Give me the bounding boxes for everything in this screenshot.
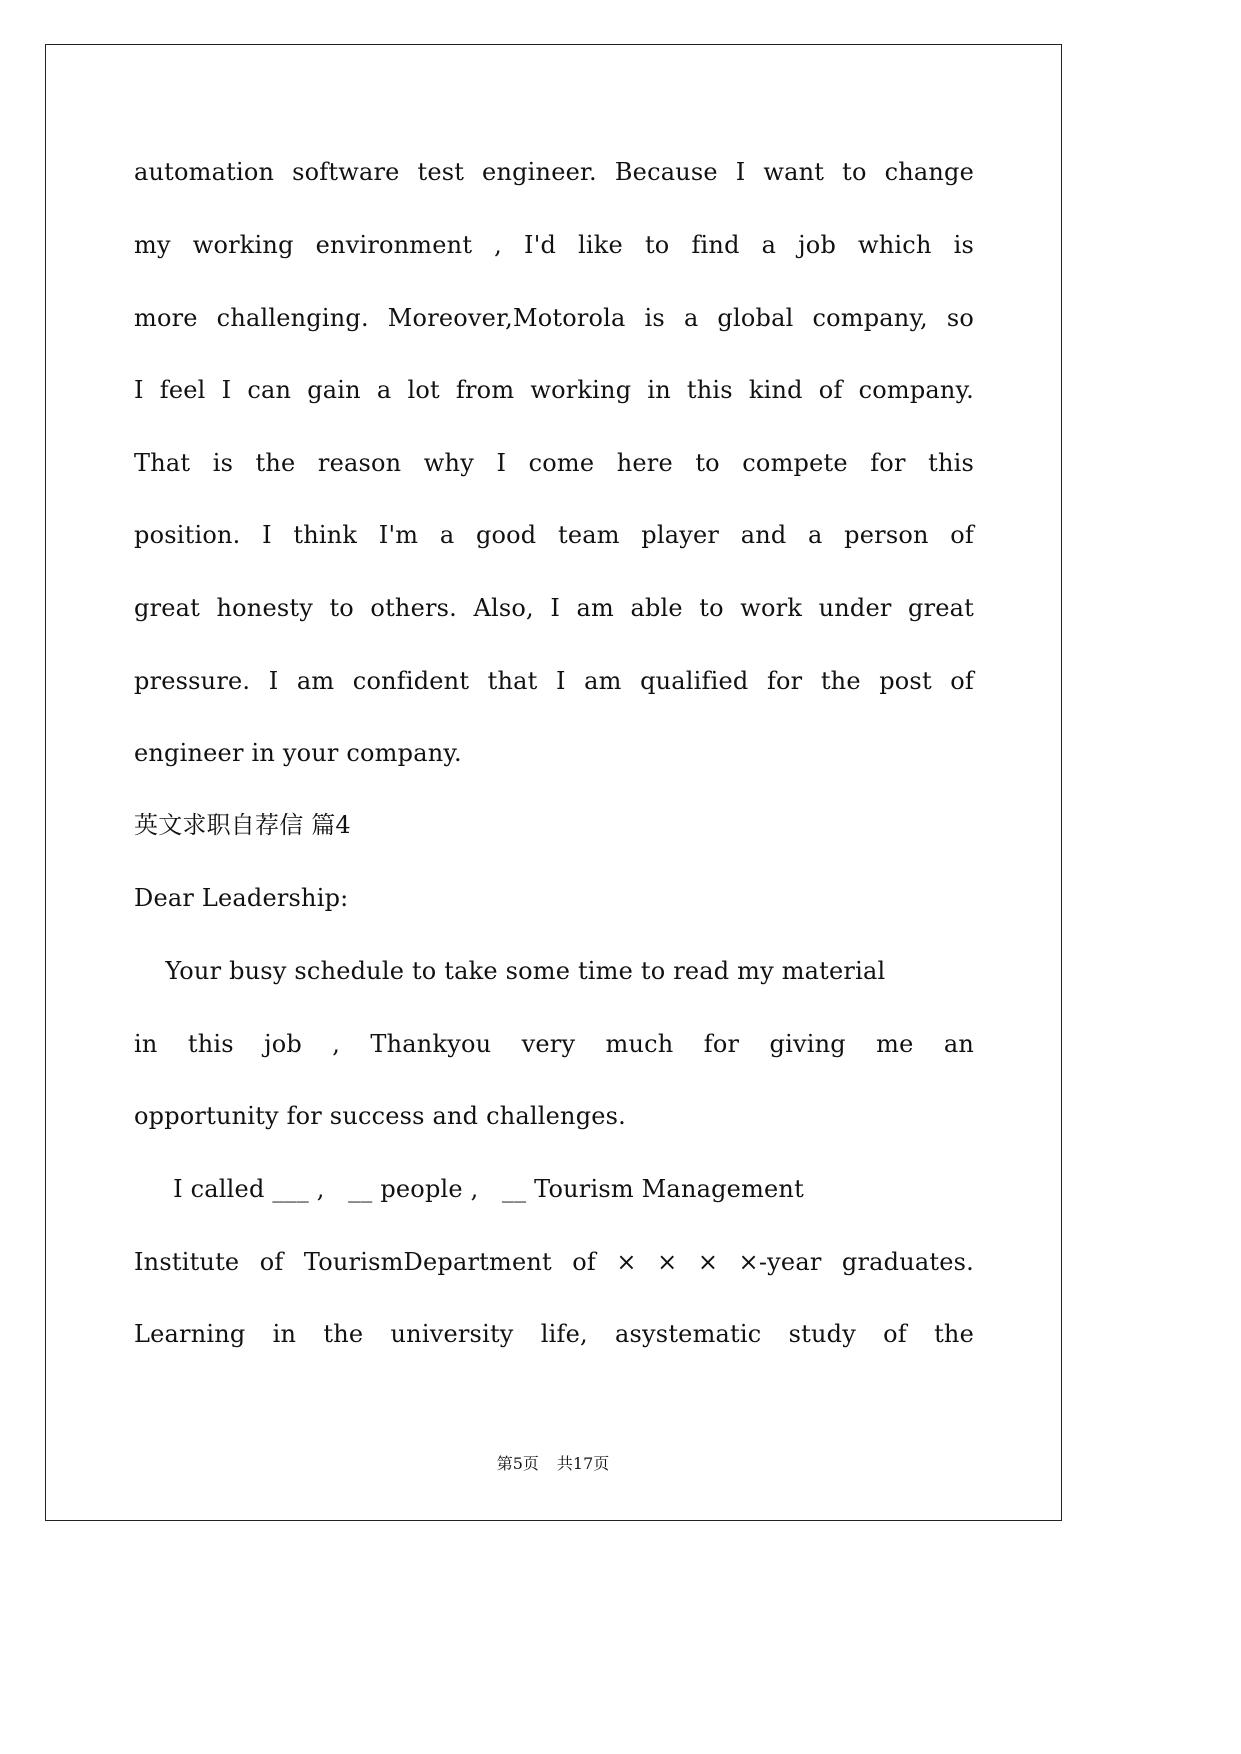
- text-line: my working environment , I'd like to find a job which is: [134, 231, 974, 259]
- text-line: Your busy schedule to take some time to read my material: [134, 957, 886, 985]
- text-line: automation software test engineer. Because I want to change: [134, 158, 974, 186]
- text-line: in this job , Thankyou very much for giving me an: [134, 1030, 974, 1058]
- text-line: Learning in the university life, asystematic study of the: [134, 1320, 974, 1348]
- page-border: [45, 44, 1062, 1521]
- page-footer: [0, 1452, 1106, 1476]
- text-line: position. I think I'm a good team player and a person of: [134, 521, 974, 549]
- text-line: I feel I can gain a lot from working in this kind of company.: [134, 376, 974, 404]
- text-line: great honesty to others. Also, I am able to work under great: [134, 594, 974, 622]
- page-total: 共17页: [556, 1454, 610, 1473]
- text-line: Institute of TourismDepartment of × × × ×-year graduates.: [134, 1248, 974, 1276]
- text-line: pressure. I am confident that I am qualified for the post of: [134, 667, 974, 695]
- text-line: engineer in your company.: [134, 739, 462, 767]
- text-line: I called ___ , __ people , __ Tourism Management: [134, 1175, 804, 1203]
- text-line: That is the reason why I come here to compete for this: [134, 449, 974, 477]
- section-heading: 英文求职自荐信 篇4: [134, 811, 351, 839]
- page-number: 第5页: [496, 1454, 539, 1473]
- text-line: opportunity for success and challenges.: [134, 1102, 627, 1130]
- salutation: Dear Leadership:: [134, 884, 349, 912]
- text-line: more challenging. Moreover,Motorola is a global company, so: [134, 304, 974, 332]
